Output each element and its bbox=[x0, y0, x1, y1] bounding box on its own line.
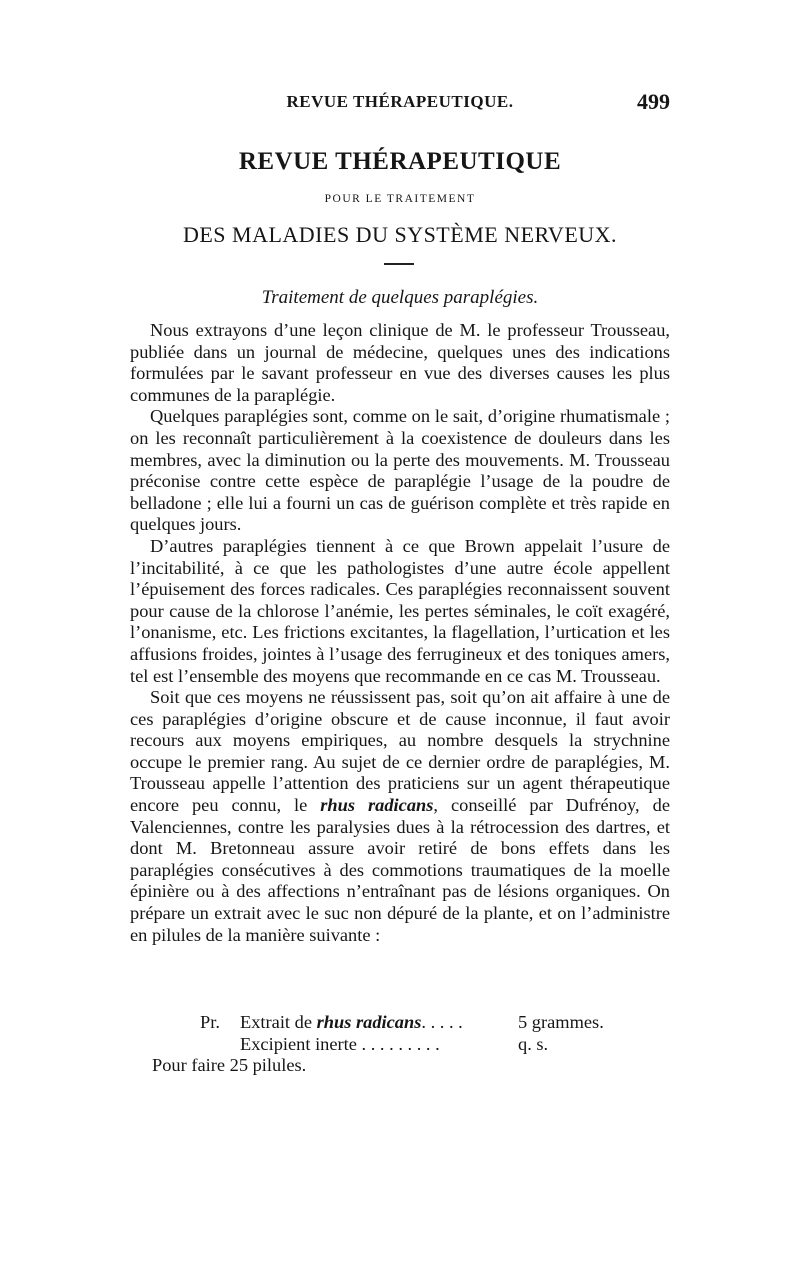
paragraph-4 bbox=[130, 687, 670, 946]
formula-ingredient-1-dots: . . . . . bbox=[421, 1012, 463, 1032]
formula-ingredient-1-prefix: Extrait de bbox=[240, 1012, 317, 1032]
formula-ingredient-1-italic: rhus radicans bbox=[316, 1012, 422, 1032]
paragraph-4-text-a: Soit que ces moyens ne réussissent pas, soit qu’on ait affaire à une de ces paraplégies d’origine obscure et de cause inconnue, il faut avoir recours aux moyens empiriques, au nombre desquels la strychnine occupe le premier rang. Au sujet de ce dernier ordre de paraplégies, M. Trousseau appelle l’attention des praticiens sur un agent thérapeutique encore peu connu, le bbox=[130, 687, 670, 816]
formula-ingredient-2: Excipient inerte . . . . . . . . . bbox=[240, 1033, 440, 1054]
running-title: REVUE THÉRAPEUTIQUE. bbox=[286, 92, 514, 111]
formula-ingredient-1 bbox=[240, 1012, 463, 1034]
formula-label: Pr. bbox=[200, 1012, 220, 1032]
prescription-formula bbox=[130, 1012, 670, 1077]
secondary-title: DES MALADIES DU SYSTÈME NERVEUX. bbox=[182, 222, 618, 247]
formula-final-line: Pour faire 25 pilules. bbox=[152, 1055, 307, 1076]
formula-quantity-1: 5 grammes. bbox=[518, 1012, 604, 1032]
paragraph-2: Quelques paraplégies sont, comme on le sait, d’origine rhumatismale ; on les reconnaît particulièrement à la coexistence de douleurs dans les membres, avec la diminution ou la perte des mouvements. M. Trousseau préconise contre cette espèce de paraplégie l’usage de la poudre de belladone ; elle lui a fourni un cas de guérison complète et très rapide en quelques jours. bbox=[130, 406, 670, 535]
running-head bbox=[130, 89, 670, 120]
main-title: REVUE THÉRAPEUTIQUE bbox=[238, 148, 562, 175]
formula-row-3 bbox=[130, 1055, 670, 1077]
formula-quantity-2: q. s. bbox=[518, 1033, 549, 1054]
formula-row-1 bbox=[130, 1012, 670, 1034]
paragraph-1: Nous extrayons d’une leçon clinique de M. le professeur Trousseau, publiée dans un journal de médecine, quelques unes des indications formulées par le savant professeur en vue des diverses causes les plus communes de la paraplégie. bbox=[130, 320, 670, 405]
title-divider bbox=[384, 263, 414, 265]
section-title: Traitement de quelques paraplégies. bbox=[261, 287, 539, 308]
article-body bbox=[130, 320, 670, 946]
subtitle: POUR LE TRAITEMENT bbox=[324, 193, 476, 205]
paragraph-3: D’autres paraplégies tiennent à ce que Brown appelait l’usure de l’incitabilité, à ce que les pathologistes d’une autre école appellent l’épuisement des forces radicales. Ces paraplégies reconnaissent souvent pour cause de la chlorose l’anémie, les pertes séminales, le coït exagéré, l’onanisme, etc. Les frictions excitantes, la flagellation, l’urtication et les affusions froides, jointes à l’usage des ferrugineux et des toniques amers, tel est l’ensemble des moyens que recommande en ce cas M. Trousseau. bbox=[130, 535, 670, 686]
page-number: 499 bbox=[637, 89, 670, 114]
paragraph-4-italic-term: rhus radicans bbox=[320, 795, 434, 816]
formula-row-2 bbox=[130, 1034, 670, 1056]
paragraph-4-text-b: , conseillé par Dufrénoy, de Valenciennes, contre les paralysies dues à la rétrocession des dartres, et dont M. Bretonneau assure avoir retiré de bons effets dans les paraplégies consécutives à des commotions traumatiques de la moelle épinière ou à des affections n’entraînant pas de lésions organiques. On prépare un extrait avec le suc non dépuré de la plante, et on l’administre en pilules de la manière suivante : bbox=[130, 795, 670, 945]
